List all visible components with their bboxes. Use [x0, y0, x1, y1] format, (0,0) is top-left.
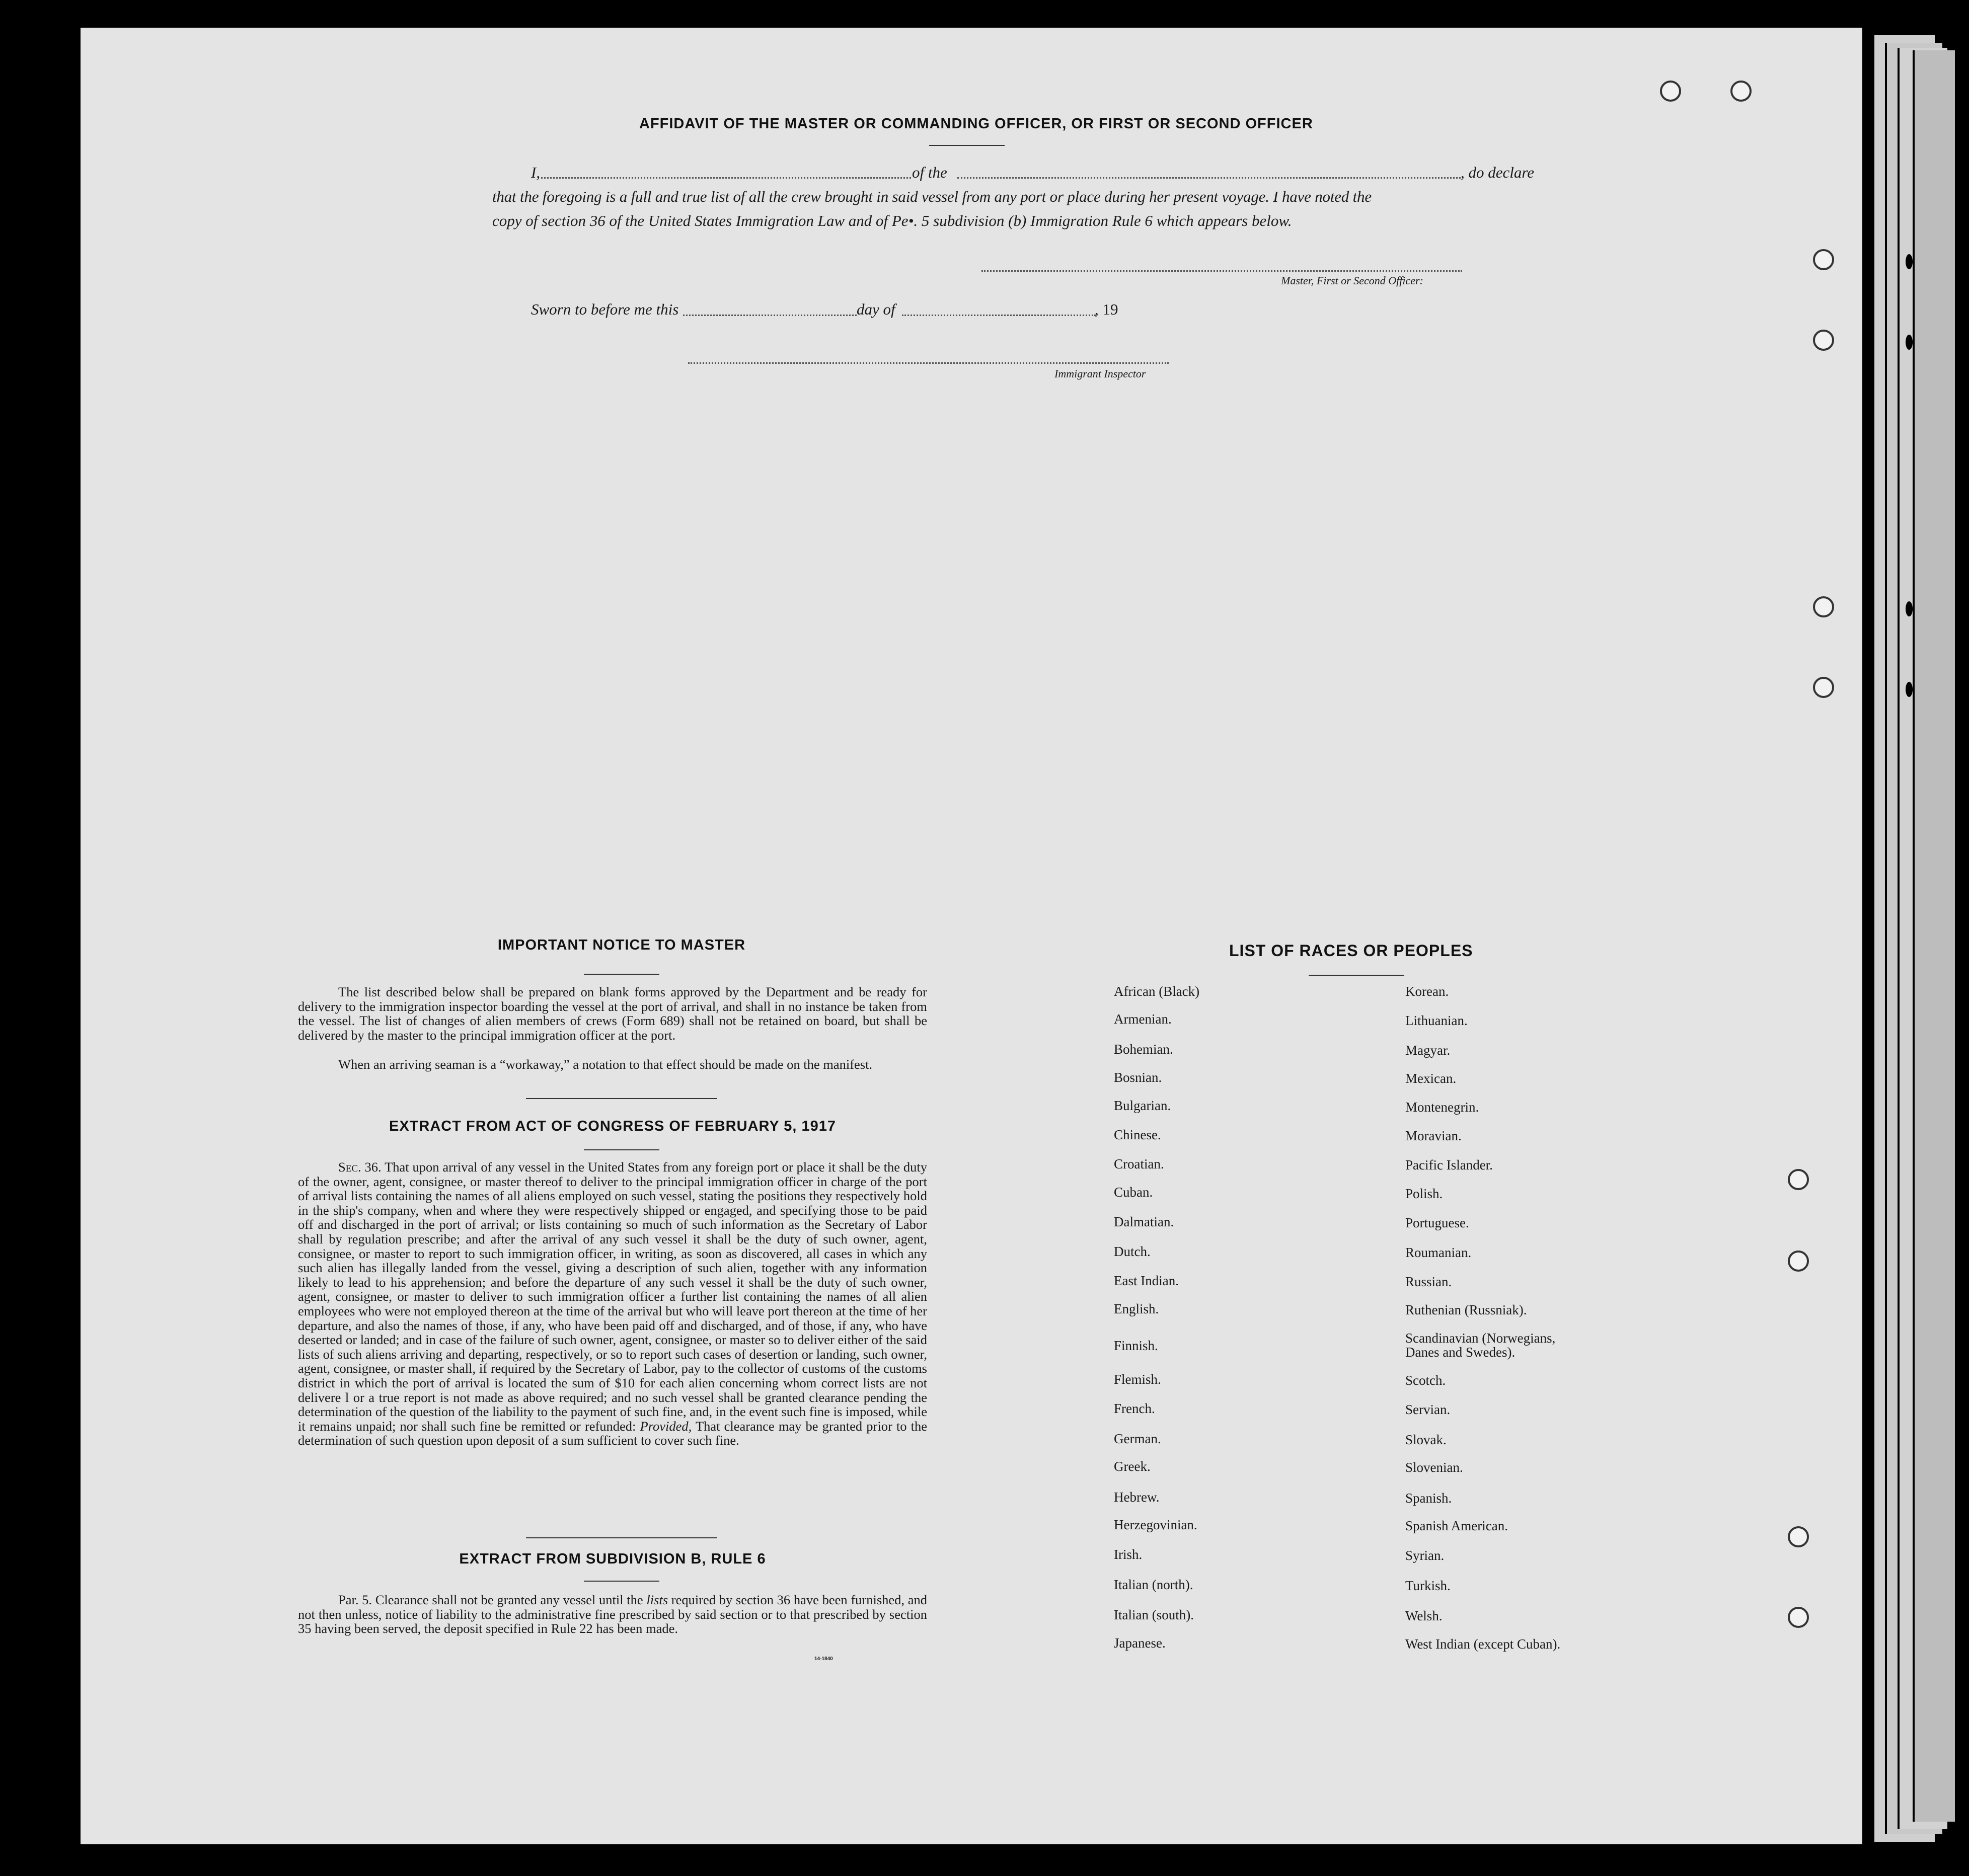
race-item: Cuban. — [1114, 1185, 1153, 1200]
affidavit-title: AFFIDAVIT OF THE MASTER OR COMMANDING OFFICER, OR FIRST OR SECOND OFFICER — [639, 116, 1313, 132]
race-item: Spanish. — [1405, 1491, 1452, 1506]
binder-hole-icon — [1788, 1250, 1809, 1272]
rule6-title: EXTRACT FROM SUBDIVISION B, RULE 6 — [459, 1551, 766, 1567]
race-item: Russian. — [1405, 1274, 1452, 1289]
act-text — [298, 1160, 927, 1448]
inspector-label: Immigrant Inspector — [1054, 367, 1146, 380]
race-item: Croatian. — [1114, 1156, 1164, 1171]
race-item: Polish. — [1405, 1186, 1443, 1201]
race-item: Dutch. — [1114, 1244, 1151, 1259]
sworn-text: Sworn to before me this — [531, 300, 679, 318]
divider — [584, 1149, 659, 1150]
notice-paragraph-2: When an arriving seaman is a “workaway,” a notation to that effect should be made on the manifest. — [338, 1057, 873, 1072]
race-item: Armenian. — [1114, 1011, 1172, 1027]
notice-paragraph-1: The list described below shall be prepared on blank forms approved by the Department and be ready for delivery to the immigration inspector boarding the vessel at the port of arrival, and shall in no instance be taken from the vessel. The list of changes of alien members of crews (Form 689) shall not be retained on board, but shall be delivered by the master to the principal immigration officer at the port. — [298, 984, 927, 1043]
sworn-day-blank — [683, 315, 857, 316]
rule6-text-b: required by section 36 have been furnished, and not then unless, notice of liability to the administrative fine prescribed by said section or to that prescribed by section 35 having been served, the deposit specified in Rule 22 has been made. — [298, 1592, 927, 1636]
inspector-blank — [688, 362, 1169, 364]
affidavit-line-2: that the foregoing is a full and true list of all the crew brought in said vessel from any port or place during her present voyage. I have noted the — [492, 188, 1372, 205]
rule6-text-a: Par. 5. Clearance shall not be granted any vessel until the — [338, 1592, 643, 1607]
binder-hole-icon — [1813, 677, 1834, 698]
race-item: Portuguese. — [1405, 1215, 1469, 1230]
divider — [929, 145, 1005, 146]
race-item: Scandinavian (Norwegians, Danes and Swedes). — [1405, 1331, 1556, 1360]
binder-hole-icon — [1730, 81, 1752, 102]
act-section-label: Sec. 36. — [338, 1159, 382, 1175]
races-title: LIST OF RACES OR PEOPLES — [1229, 942, 1473, 960]
day-of-text: day of — [857, 300, 895, 318]
race-item: English. — [1114, 1301, 1159, 1316]
race-item: Herzegovinian. — [1114, 1517, 1197, 1532]
race-item: Japanese. — [1114, 1635, 1166, 1651]
race-item: Welsh. — [1405, 1608, 1443, 1623]
month-blank — [902, 315, 1096, 316]
race-item: Bohemian. — [1114, 1042, 1173, 1057]
race-item: Syrian. — [1405, 1548, 1445, 1563]
race-item: Irish. — [1114, 1547, 1143, 1562]
race-item: Flemish. — [1114, 1372, 1161, 1387]
race-item: Roumanian. — [1405, 1245, 1472, 1260]
affidavit-i: I, — [531, 164, 541, 181]
race-item: Hebrew. — [1114, 1490, 1160, 1505]
divider — [526, 1098, 717, 1099]
race-item: Korean. — [1405, 984, 1449, 999]
document-page — [81, 28, 1865, 1844]
binder-hole-icon — [1813, 330, 1834, 351]
race-item: Turkish. — [1405, 1578, 1451, 1593]
race-item: Magyar. — [1405, 1043, 1451, 1058]
race-item: Bulgarian. — [1114, 1098, 1171, 1113]
binder-hole-icon — [1813, 596, 1834, 617]
race-item: Dalmatian. — [1114, 1214, 1174, 1229]
form-number: 14-1840 — [814, 1656, 833, 1662]
divider — [526, 1537, 717, 1538]
rule6-lists: lists — [646, 1592, 668, 1607]
binder-hole-icon — [1788, 1169, 1809, 1190]
race-item: Spanish American. — [1405, 1518, 1508, 1533]
act-body-end: That clearance may be granted prior to the determination of such question upon deposit of a sum sufficient to cover such fine. — [298, 1418, 927, 1448]
divider — [584, 1581, 659, 1582]
race-item: Servian. — [1405, 1402, 1451, 1417]
punch-mark — [1906, 254, 1913, 269]
year-text: , 19 — [1095, 300, 1118, 318]
affidavit-line-3: copy of section 36 of the United States Immigration Law and of Pe•. 5 subdivision (b) Immigration Rule 6 which appears below. — [492, 212, 1292, 229]
race-item: Ruthenian (Russniak). — [1405, 1302, 1527, 1317]
race-item: Bosnian. — [1114, 1070, 1162, 1085]
race-item: Montenegrin. — [1405, 1100, 1479, 1115]
binder-hole-icon — [1813, 249, 1834, 270]
punch-mark — [1906, 682, 1913, 697]
race-item: Scotch. — [1405, 1373, 1446, 1388]
race-item: Pacific Islander. — [1405, 1157, 1493, 1172]
act-provided: Provided, — [640, 1418, 692, 1434]
act-body: That upon arrival of any vessel in the United States from any foreign port or place it shall be the duty of the owner, agent, consignee, or master thereof to deliver to the principal immigration officer in charge of the port of arrival lists containing the names of all aliens employed on such vessel, stating the positions they respectively hold in the ship's company, when and where they were respectively shipped or engaged, and specifying those to be paid off and discharged in the port of arrival; or lists containing so much of such information as the Secretary of Labor shall by regulation prescribe; and after the arrival of any such vessel it shall be the duty of such owner, agent, consignee, or master to report to such immigration officer, in writing, as soon as discovered, all cases in which any such alien has illegally landed from the vessel, giving a description of such alien, together with any information likely to lead to his apprehension; and before the departure of any such vessel it shall be the duty of such owner, agent, consignee, or master to deliver to such immigration officer a further list containing the names of all alien employees who were not employed thereon at the time of the arrival but who will leave port thereon at the time of her departure, and also the names of those, if any, who have been paid off and discharged, and of those, if any, who have deserted or landed; and in case of the failure of such owner, agent, consignee, or master so to deliver either of the said lists of such aliens arriving and departing, respectively, or so to report such cases of desertion or landing, such owner, agent, consignee, or master shall, if required by the Secretary of Labor, pay to the collector of customs of the customs district in which the port of arrival is located the sum of $10 for each alien concerning whom correct lists are not delivere l or a true report is not made as above required; and no such vessel shall be granted clearance pending the determination of the question of the liability to the payment of such fine, and, in the event such fine is imposed, while it remains unpaid; nor shall such fine be remitted or refunded: — [298, 1159, 928, 1434]
race-item: Slovak. — [1405, 1432, 1447, 1447]
race-item: Italian (north). — [1114, 1577, 1193, 1592]
affidavit-of-the: of the — [912, 164, 947, 181]
race-item: West Indian (except Cuban). — [1405, 1636, 1561, 1652]
race-item: Lithuanian. — [1405, 1013, 1468, 1028]
race-item: French. — [1114, 1401, 1155, 1416]
act-title: EXTRACT FROM ACT OF CONGRESS OF FEBRUARY 5, 1917 — [389, 1118, 837, 1134]
notice-title: IMPORTANT NOTICE TO MASTER — [497, 937, 746, 953]
race-item: Greek. — [1114, 1459, 1151, 1474]
vessel-blank — [957, 177, 1461, 179]
signature-blank — [981, 270, 1462, 272]
race-item: Chinese. — [1114, 1127, 1161, 1142]
race-item: Moravian. — [1405, 1128, 1462, 1143]
race-item: Italian (south). — [1114, 1607, 1194, 1622]
divider — [584, 974, 659, 975]
affidavit-declare: , do declare — [1461, 164, 1535, 181]
race-item: Mexican. — [1405, 1071, 1457, 1086]
page-edge — [1913, 50, 1955, 1822]
punch-mark — [1906, 601, 1913, 616]
race-item: Finnish. — [1114, 1338, 1158, 1353]
race-item: Slovenian. — [1405, 1460, 1463, 1475]
binder-hole-icon — [1788, 1526, 1809, 1547]
signature-label: Master, First or Second Officer: — [1281, 274, 1423, 287]
name-blank — [541, 177, 911, 179]
binder-hole-icon — [1788, 1607, 1809, 1628]
punch-mark — [1906, 335, 1913, 350]
rule6-text — [298, 1593, 927, 1636]
race-item: East Indian. — [1114, 1273, 1179, 1288]
divider — [1309, 975, 1404, 976]
race-item: African (Black) — [1114, 984, 1200, 999]
race-item: German. — [1114, 1431, 1161, 1446]
binder-hole-icon — [1660, 81, 1681, 102]
